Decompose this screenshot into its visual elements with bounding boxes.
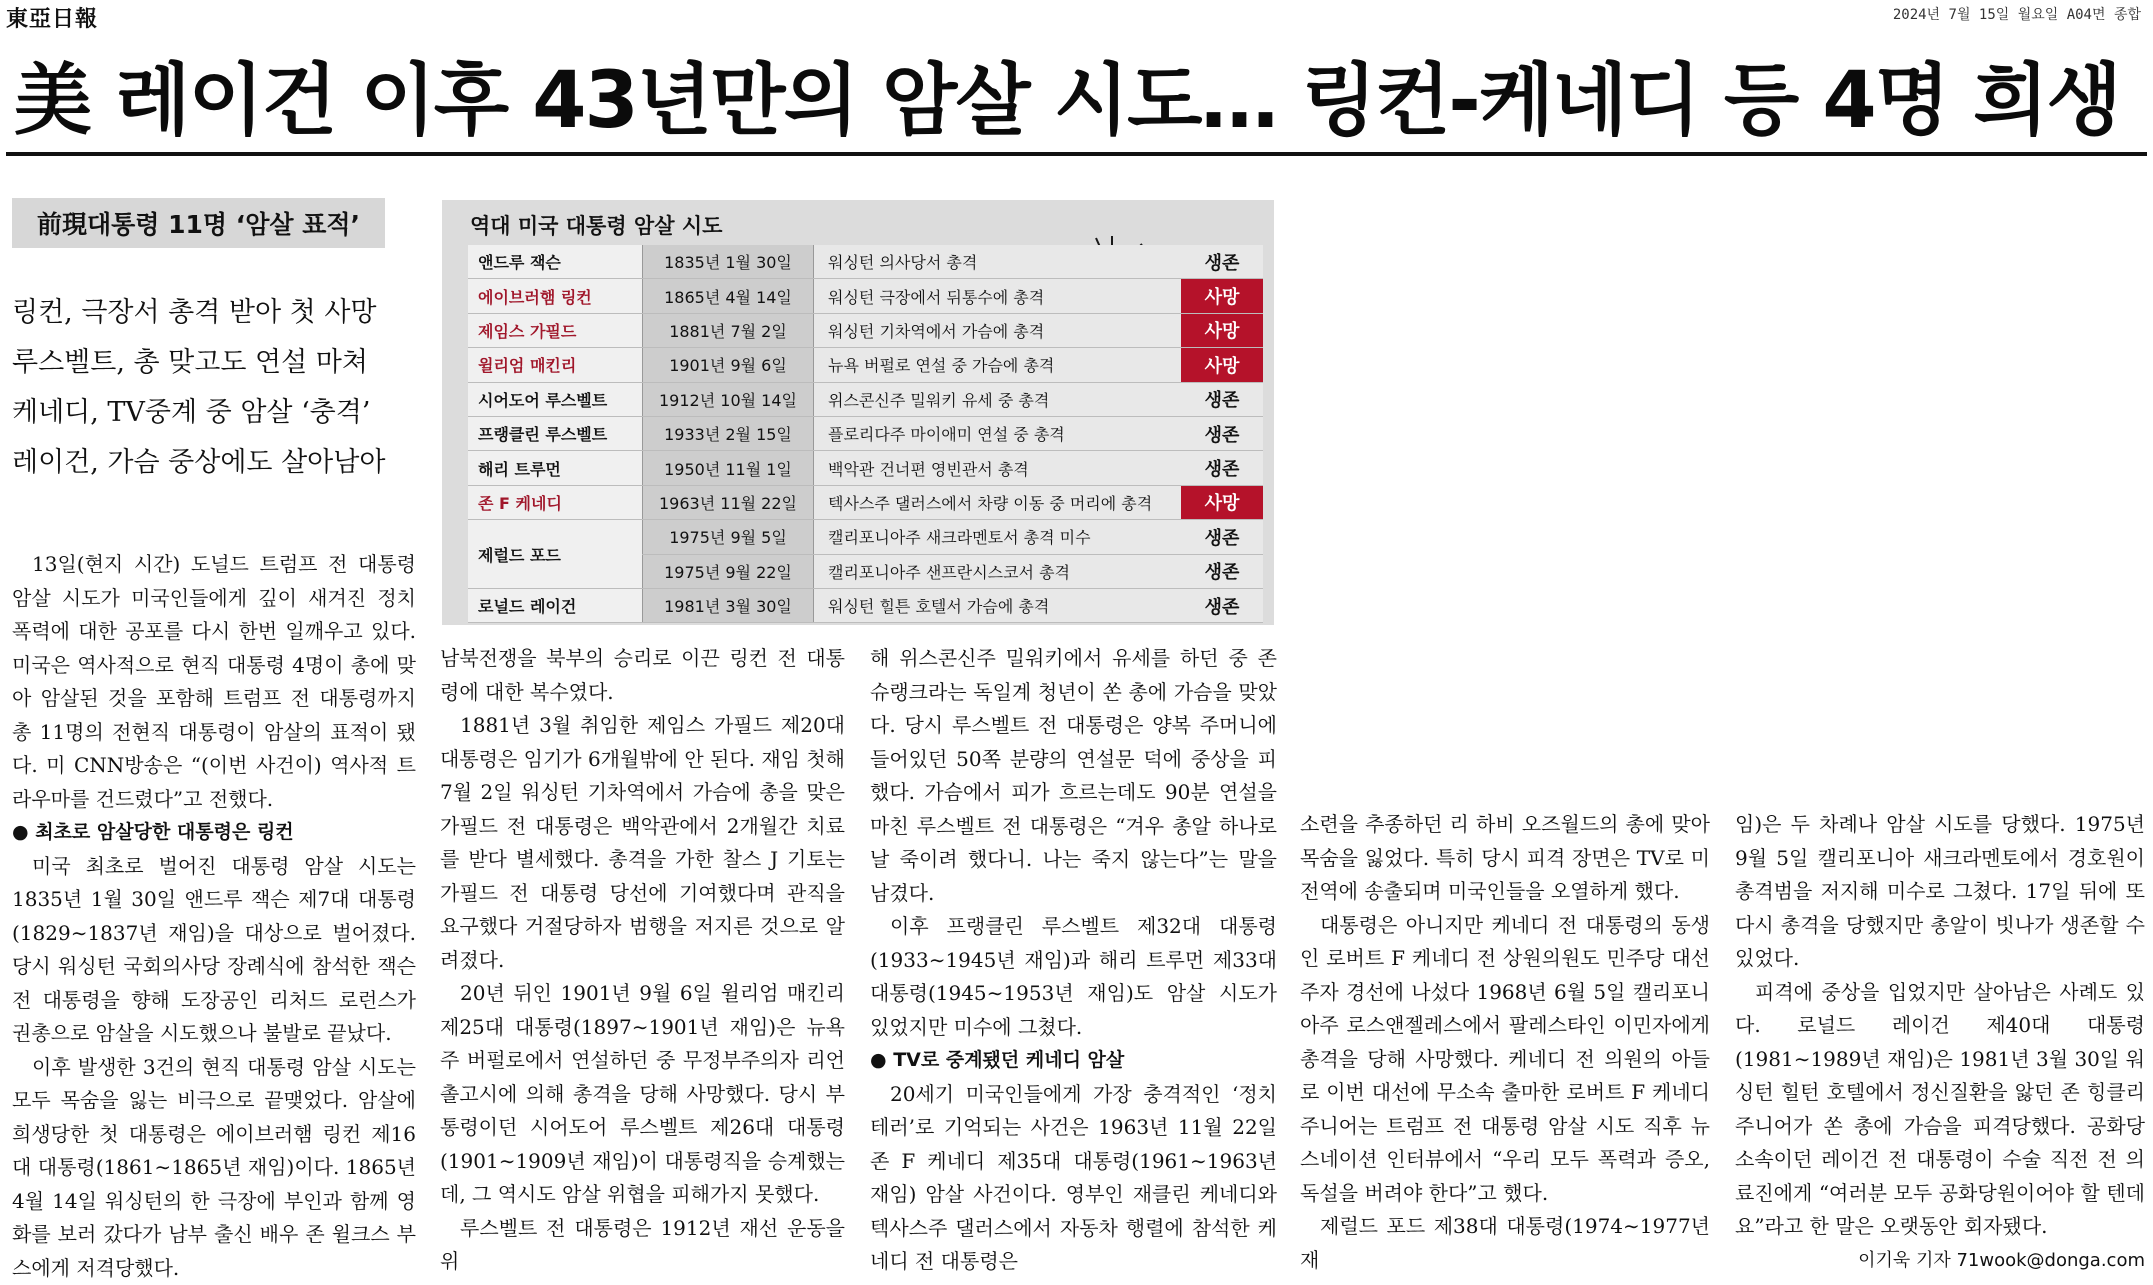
attempt-date: 1950년 11월 1일 xyxy=(643,451,814,485)
subheading-box: 前現대통령 11명 ‘암살 표적’ xyxy=(12,198,385,248)
deck-line: 케네디, TV중계 중 암살 ‘충격’ xyxy=(12,388,392,438)
table-row xyxy=(468,245,1263,279)
page-headline: 美 레이건 이후 43년만의 암살 시도… 링컨-케네디 등 4명 희생 xyxy=(14,38,2144,150)
table-row xyxy=(468,485,1263,519)
president-name: 에이브러햄 링컨 xyxy=(468,279,643,313)
table-row xyxy=(468,520,1263,554)
attempt-description: 뉴욕 버펄로 연설 중 가슴에 총격 xyxy=(814,348,1182,382)
table-row xyxy=(468,382,1263,416)
president-name: 제임스 가필드 xyxy=(468,313,643,347)
assassination-table-panel xyxy=(442,200,1274,625)
president-name: 시어도어 루스벨트 xyxy=(468,382,643,416)
president-name: 해리 트루먼 xyxy=(468,451,643,485)
table-row xyxy=(468,451,1263,485)
page-date-info: 2024년 7월 15일 월요일 A04면 종합 xyxy=(1893,4,2141,24)
result-badge-survived: 생존 xyxy=(1181,416,1263,450)
article-column-4 xyxy=(1300,808,1710,1277)
result-badge-killed: 사망 xyxy=(1181,348,1263,382)
result-badge-survived: 생존 xyxy=(1181,451,1263,485)
article-paragraph: 임)은 두 차례나 암살 시도를 당했다. 1975년 9월 5일 캘리포니아 새크라멘토에서 경호원이 총격범을 저지해 미수로 그쳤다. 17일 뒤에 또다시 총격을 당했지만 총알이 빗나가 생존할 수 있었다. xyxy=(1735,808,2145,976)
article-paragraph: 피격에 중상을 입었지만 살아남은 사례도 있다. 로널드 레이건 제40대 대통령(1981∼1989년 재임)은 1981년 3월 30일 워싱턴 힐턴 호텔에서 정신질환을 앓던 존 힝클리 주니어가 쏜 총에 가슴을 피격당했다. 공화당 소속이던 레이건 전 대통령이 수술 직전 전 의료진에게 “여러분 모두 공화당원이어야 할 텐데요”라고 한 말은 오랫동안 회자됐다. xyxy=(1735,976,2145,1244)
article-paragraph: 제럴드 포드 제38대 대통령(1974∼1977년 재 xyxy=(1300,1210,1710,1277)
attempt-description: 워싱턴 힐튼 호텔서 가슴에 총격 xyxy=(814,588,1182,622)
article-paragraph: 소련을 추종하던 리 하비 오즈월드의 총에 맞아 목숨을 잃었다. 특히 당시 피격 장면은 TV로 미 전역에 송출되며 미국인들을 오열하게 했다. xyxy=(1300,808,1710,909)
article-paragraph: 대통령은 아니지만 케네디 전 대통령의 동생인 로버트 F 케네디 전 상원의원도 민주당 대선 주자 경선에 나섰다 1968년 6월 5일 캘리포니아주 로스앤젤레스에서 팔레스타인 이민자에게 총격을 당해 사망했다. 케네디 전 의원의 아들로 이번 대선에 무소속 출마한 로버트 F 케네디 주니어는 트럼프 전 대통령 암살 시도 직후 뉴스네이션 인터뷰에서 “우리 모두 폭력과 증오, 독설을 버려야 한다”고 했다. xyxy=(1300,909,1710,1211)
attempt-date: 1963년 11월 22일 xyxy=(643,485,814,519)
article-paragraph: 남북전쟁을 북부의 승리로 이끈 링컨 전 대통령에 대한 복수였다. xyxy=(440,642,845,709)
article-paragraph: 해 위스콘신주 밀워키에서 유세를 하던 중 존 슈랭크라는 독일계 청년이 쏜 총에 가슴을 맞았다. 당시 루스벨트 전 대통령은 양복 주머니에 들어있던 50쪽 분량의 연설문 덕에 중상을 피했다. 가슴에서 피가 흐르는데도 90분 연설을 마친 루스벨트 전 대통령은 “겨우 총알 하나로 날 죽이려 했다니. 나는 죽지 않는다”는 말을 남겼다. xyxy=(870,642,1277,910)
attempt-date: 1975년 9월 22일 xyxy=(643,554,814,588)
table-row xyxy=(468,588,1263,622)
table-row xyxy=(468,313,1263,347)
table-row xyxy=(468,348,1263,382)
deck-line: 레이건, 가슴 중상에도 살아남아 xyxy=(12,438,392,488)
president-name: 제럴드 포드 xyxy=(468,520,643,589)
president-name: 로널드 레이건 xyxy=(468,588,643,622)
result-badge-killed: 사망 xyxy=(1181,485,1263,519)
table-row xyxy=(468,279,1263,313)
table-title: 역대 미국 대통령 암살 시도 xyxy=(470,210,722,240)
article-paragraph: 루스벨트 전 대통령은 1912년 재선 운동을 위 xyxy=(440,1212,845,1279)
article-paragraph: 20세기 미국인들에게 가장 충격적인 ‘정치 테러’로 기억되는 사건은 1963년 11월 22일 존 F 케네디 제35대 대통령(1961∼1963년 재임) 암살 사건이다. 영부인 재클린 케네디와 텍사스주 댈러스에서 자동차 행렬에 참석한 케네디 전 대통령은 xyxy=(870,1078,1277,1279)
headline-divider xyxy=(6,152,2147,156)
result-badge-survived: 생존 xyxy=(1181,520,1263,554)
article-paragraph: 이후 발생한 3건의 현직 대통령 암살 시도는 모두 목숨을 잃는 비극으로 끝맺었다. 암살에 희생당한 첫 대통령은 에이브러햄 링컨 제16대 대통령(1861∼1865년 재임)이다. 1865년 4월 14일 워싱턴의 한 극장에 부인과 함께 영화를 보러 갔다가 남부 출신 배우 존 윌크스 부스에게 저격당했다. xyxy=(12,1051,416,1285)
author-byline: 이기욱 기자 71wook@donga.com xyxy=(1735,1244,2145,1278)
deck-lines xyxy=(12,288,392,488)
attempt-description: 텍사스주 댈러스에서 차량 이동 중 머리에 총격 xyxy=(814,485,1182,519)
attempt-description: 캘리포니아주 샌프란시스코서 총격 xyxy=(814,554,1182,588)
attempt-description: 워싱턴 기차역에서 가슴에 총격 xyxy=(814,313,1182,347)
president-name: 존 F 케네디 xyxy=(468,485,643,519)
article-paragraph: 1881년 3월 취임한 제임스 가필드 제20대 대통령은 임기가 6개월밖에 안 된다. 재임 첫해 7월 2일 워싱턴 기차역에서 가슴에 총을 맞은 가필드 전 대통령은 백악관에서 2개월간 치료를 받다 별세했다. 총격을 가한 찰스 J 기토는 가필드 전 대통령 당선에 기여했다며 관직을 요구했다 거절당하자 범행을 저지른 것으로 알려졌다. xyxy=(440,709,845,977)
article-paragraph: 미국 최초로 벌어진 대통령 암살 시도는 1835년 1월 30일 앤드루 잭슨 제7대 대통령(1829∼1837년 재임)을 대상으로 벌어졌다. 당시 워싱턴 국회의사당 장례식에 참석한 잭슨 전 대통령을 향해 도장공인 리처드 로런스가 권총으로 암살을 시도했으나 불발로 끝났다. xyxy=(12,850,416,1051)
deck-line: 루스벨트, 총 맞고도 연설 마쳐 xyxy=(12,338,392,388)
attempt-description: 플로리다주 마이애미 연설 중 총격 xyxy=(814,416,1182,450)
article-column-3 xyxy=(870,642,1277,1279)
attempt-description: 캘리포니아주 새크라멘토서 총격 미수 xyxy=(814,520,1182,554)
attempt-date: 1975년 9월 5일 xyxy=(643,520,814,554)
assassination-table xyxy=(468,245,1263,623)
attempt-description: 워싱턴 의사당서 총격 xyxy=(814,245,1182,279)
article-column-5 xyxy=(1735,808,2145,1277)
result-badge-killed: 사망 xyxy=(1181,313,1263,347)
president-name: 프랭클린 루스벨트 xyxy=(468,416,643,450)
result-badge-survived: 생존 xyxy=(1181,245,1263,279)
attempt-description: 워싱턴 극장에서 뒤통수에 총격 xyxy=(814,279,1182,313)
attempt-date: 1912년 10월 14일 xyxy=(643,382,814,416)
article-column-1 xyxy=(12,548,416,1285)
attempt-date: 1981년 3월 30일 xyxy=(643,588,814,622)
article-paragraph: 20년 뒤인 1901년 9월 6일 윌리엄 매킨리 제25대 대통령(1897∼1901년 재임)은 뉴욕주 버펄로에서 연설하던 중 무정부주의자 리언 촐고시에 의해 총격을 당해 사망했다. 당시 부통령이던 시어도어 루스벨트 제26대 대통령(1901∼1909년 재임)이 대통령직을 승계했는데, 그 역시도 암살 위협을 피해가지 못했다. xyxy=(440,977,845,1212)
result-badge-survived: 생존 xyxy=(1181,588,1263,622)
attempt-date: 1933년 2월 15일 xyxy=(643,416,814,450)
section-heading: ● TV로 중계됐던 케네디 암살 xyxy=(870,1044,1277,1078)
article-column-2 xyxy=(440,642,845,1279)
result-badge-survived: 생존 xyxy=(1181,382,1263,416)
section-heading: ● 최초로 암살당한 대통령은 링컨 xyxy=(12,816,416,850)
table-row xyxy=(468,416,1263,450)
article-paragraph: 이후 프랭클린 루스벨트 제32대 대통령(1933∼1945년 재임)과 해리 트루먼 제33대 대통령(1945∼1953년 재임)도 암살 시도가 있었지만 미수에 그쳤다. xyxy=(870,910,1277,1044)
attempt-date: 1835년 1월 30일 xyxy=(643,245,814,279)
article-paragraph: 13일(현지 시간) 도널드 트럼프 전 대통령 암살 시도가 미국인들에게 깊이 새겨진 정치 폭력에 대한 공포를 다시 한번 일깨우고 있다. 미국은 역사적으로 현직 대통령 4명이 총에 맞아 암살된 것을 포함해 트럼프 전 대통령까지 총 11명의 전현직 대통령이 암살의 표적이 됐다. 미 CNN방송은 “(이번 사건이) 역사적 트라우마를 건드렸다”고 전했다. xyxy=(12,548,416,816)
newspaper-logo: 東亞日報 xyxy=(6,2,98,33)
result-badge-survived: 생존 xyxy=(1181,554,1263,588)
deck-line: 링컨, 극장서 총격 받아 첫 사망 xyxy=(12,288,392,338)
attempt-date: 1865년 4월 14일 xyxy=(643,279,814,313)
president-name: 앤드루 잭슨 xyxy=(468,245,643,279)
attempt-date: 1881년 7월 2일 xyxy=(643,313,814,347)
president-name: 윌리엄 매킨리 xyxy=(468,348,643,382)
attempt-description: 백악관 건너편 영빈관서 총격 xyxy=(814,451,1182,485)
attempt-description: 위스콘신주 밀워키 유세 중 총격 xyxy=(814,382,1182,416)
attempt-date: 1901년 9월 6일 xyxy=(643,348,814,382)
result-badge-killed: 사망 xyxy=(1181,279,1263,313)
